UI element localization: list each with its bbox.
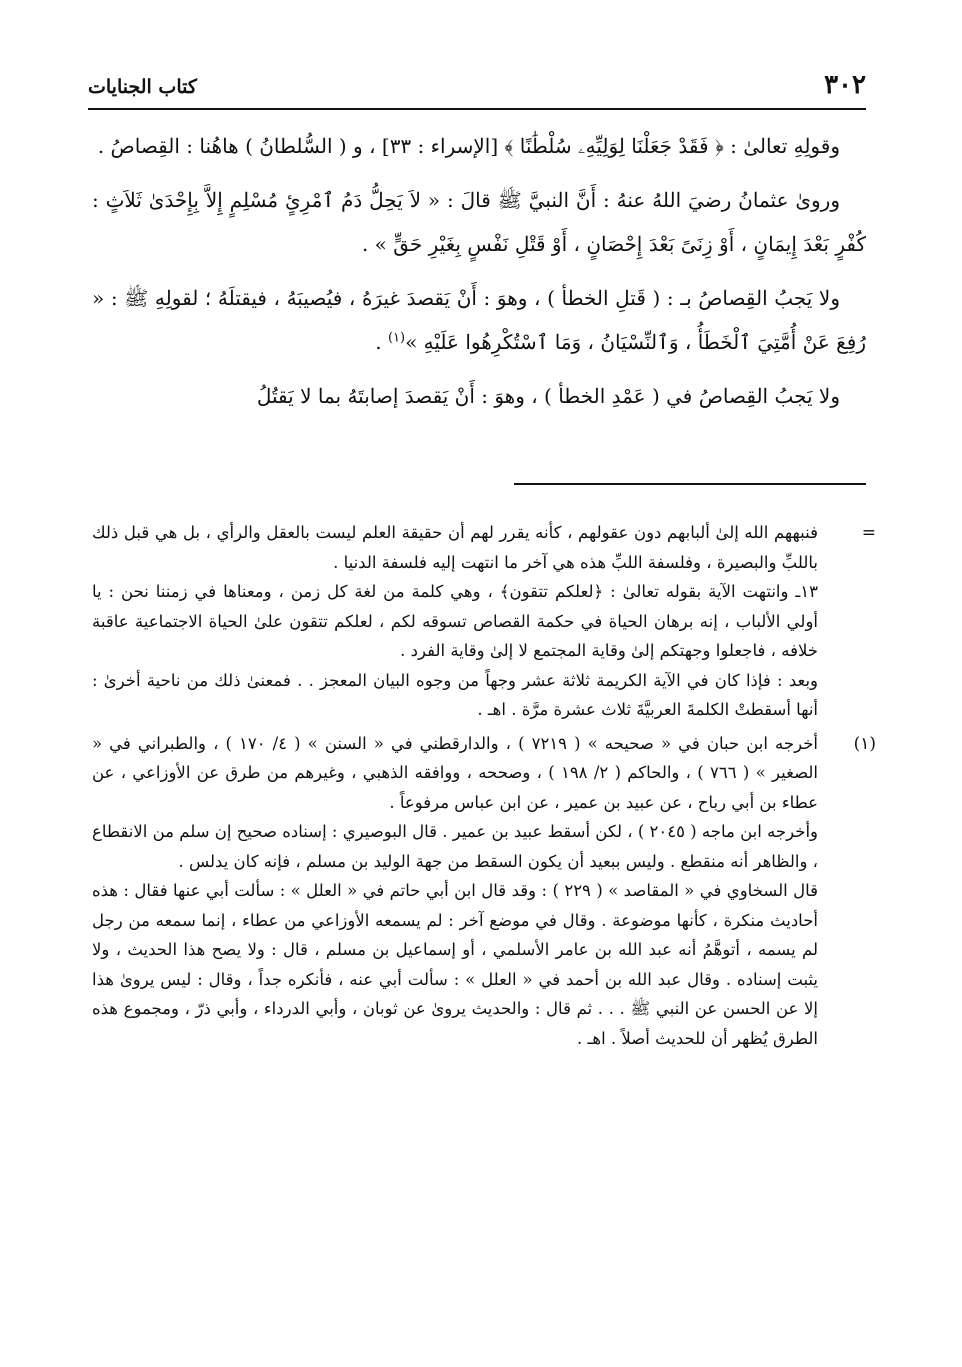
running-title: كتاب الجنايات bbox=[88, 76, 197, 98]
main-paragraph-text: ولا يَجبُ القِصاصُ بـ : ( قَتلِ الخطأ ) ، وهوَ : أَنْ يَقصدَ غيرَهُ ، فيُصيبَهُ ، فيقتلَهُ ؛ لقولِهِ ﷺ : « رُفِعَ عَنْ أُمَّتِيَ ٱلْخَطَأُ ، وَٱلنِّسْيَانُ ، وَمَا ٱسْتُكْرِهُوا عَلَيْهِ » bbox=[92, 286, 866, 354]
footnote-paragraph: فنبههم الله إلىٰ ألبابهم دون عقولهم ، كأنه يقرر لهم أن حقيقة العلم ليست بالعقل والرأي ، بل هي قبل ذلك باللبِّ والبصيرة ، وفلسفة اللبِّ هذه هي آخر ما انتهت إليه فلسفة الدنيا . bbox=[92, 523, 818, 572]
footnote-1 bbox=[92, 729, 876, 1054]
footnote-marker: (١) bbox=[853, 733, 876, 754]
footnote-paragraph: أخرجه ابن حبان في « صحيحه » ( ٧٢١٩ ) ، والدارقطني في « السنن » ( ٤/ ١٧٠ ) ، والطبراني في « الصغير » ( ٧٦٦ ) ، والحاكم ( ٢/ ١٩٨ ) ، وصححه ، ووافقه الذهبي ، وغيرهم من طرق عن الأوزاعي ، عن عطاء بن أبي رباح ، عن عبيد بن عمير ، عن ابن عباس مرفوعاً . bbox=[92, 733, 818, 812]
footnote-paragraph: قال السخاوي في « المقاصد » ( ٢٢٩ ) : وقد قال ابن أبي حاتم في « العلل » : سألت أبي عنها فقال : هذه أحاديث منكرة ، كأنها موضوعة . وقال في موضع آخر : لم يسمعه الأوزاعي من عطاء ، إنما سمعه من رجل لم يسمه ، أتوهَّمُ أنه عبد الله بن عامر الأسلمي ، أو إسماعيل بن مسلم ، قال : ولا يصح هذا الحديث ، ولا يثبت إسناده . وقال عبد الله بن أحمد في « العلل » : سألت أبي عنه ، فأنكره جداً ، وقال : ليس يروىٰ هذا إلا عن الحسن عن النبي ﷺ . . . ثم قال : والحديث يروىٰ عن ثوبان ، وأبي الدرداء ، وأبي ذرّ ، ومجموع هذه الطرق يُظهر أن للحديث أصلاً . اهـ . bbox=[92, 881, 818, 1048]
main-paragraph: وقولِهِ تعالىٰ : ﴿ فَقَدْ جَعَلْنَا لِوَلِيِّهِۦ سُلْطَٰنًا ﴾ [الإسراء : ٣٣] ، و ( السُّلطانُ ) هاهُنا : القِصاصُ . bbox=[97, 134, 840, 158]
main-paragraph: ولا يَجبُ القِصاصُ في ( عَمْدِ الخطأ ) ، وهوَ : أَنْ يَقصدَ إصابتَهُ بما لا يَقتُلُ bbox=[256, 384, 840, 408]
footnote-paragraph: وأخرجه ابن ماجه ( ٢٠٤٥ ) ، لكن أسقط عبيد بن عمير . قال البوصيري : إسناده صحيح إن سلم من الانقطاع ، والظاهر أنه منقطع . وليس ببعيد أن يكون السقط من جهة الوليد بن مسلم ، فإنه كان يدلس . bbox=[92, 822, 818, 871]
page-header bbox=[88, 68, 866, 110]
main-text bbox=[92, 124, 866, 428]
footnote-divider bbox=[514, 483, 866, 485]
footnote-continued bbox=[92, 518, 876, 725]
main-paragraph: وروىٰ عثمانُ رضيَ اللهُ عنهُ : أَنَّ النبيَّ ﷺ قالَ : « لاَ يَحِلُّ دَمُ ٱمْرِئٍ مُسْلِمٍ إِلاَّ بِإِحْدَىٰ ثَلاَثٍ : كُفْرٍ بَعْدَ إِيمَانٍ ، أَوْ زِنَىً بَعْدَ إِحْصَانٍ ، أَوْ قَتْلِ نَفْسٍ بِغَيْرِ حَقٍّ » . bbox=[92, 188, 866, 256]
footnotes bbox=[92, 518, 876, 1057]
continuation-marker: = bbox=[861, 523, 876, 543]
footnote-paragraph: ١٣ـ وانتهت الآية بقوله تعالىٰ : ﴿لعلكم تتقون﴾ ، وهي كلمة من لغة كل زمن ، ومعناها في زمننا نحن : يا أولي الألباب ، إنه برهان الحياة في حكمة القصاص تسوقه لكم ، لعلكم تتقون علىٰ الحياة الاجتماعية عاقبة خلافه ، فاجعلوا وجهتكم إلىٰ وقاية المجتمع لا إلىٰ وقاية الفرد . bbox=[92, 582, 818, 660]
footnote-paragraph: وبعد : فإذا كان في الآية الكريمة ثلاثة عشر وجهاً من وجوه البيان المعجز . . فمعنىٰ ذلك من ناحية أخرىٰ : أنها أسقطتْ الكلمةَ العربيَّةَ ثلاث عشرة مرَّة . اهـ . bbox=[92, 670, 818, 719]
main-paragraph: ولا يَجبُ القِصاصُ بـ : ( قَتلِ الخطأ ) ، وهوَ : أَنْ يَقصدَ غيرَهُ ، فيُصيبَهُ ، فيقتلَهُ ؛ لقولِهِ ﷺ : « رُفِعَ عَنْ أُمَّتِيَ ٱلْخَطَأُ ، وَٱلنِّسْيَانُ ، وَمَا ٱسْتُكْرِهُوا عَلَيْهِ »$^{(١)}$ . bbox=[92, 286, 866, 354]
page-number: ٣٠٢ bbox=[824, 70, 866, 100]
footnote-reference: (١) bbox=[387, 330, 406, 346]
